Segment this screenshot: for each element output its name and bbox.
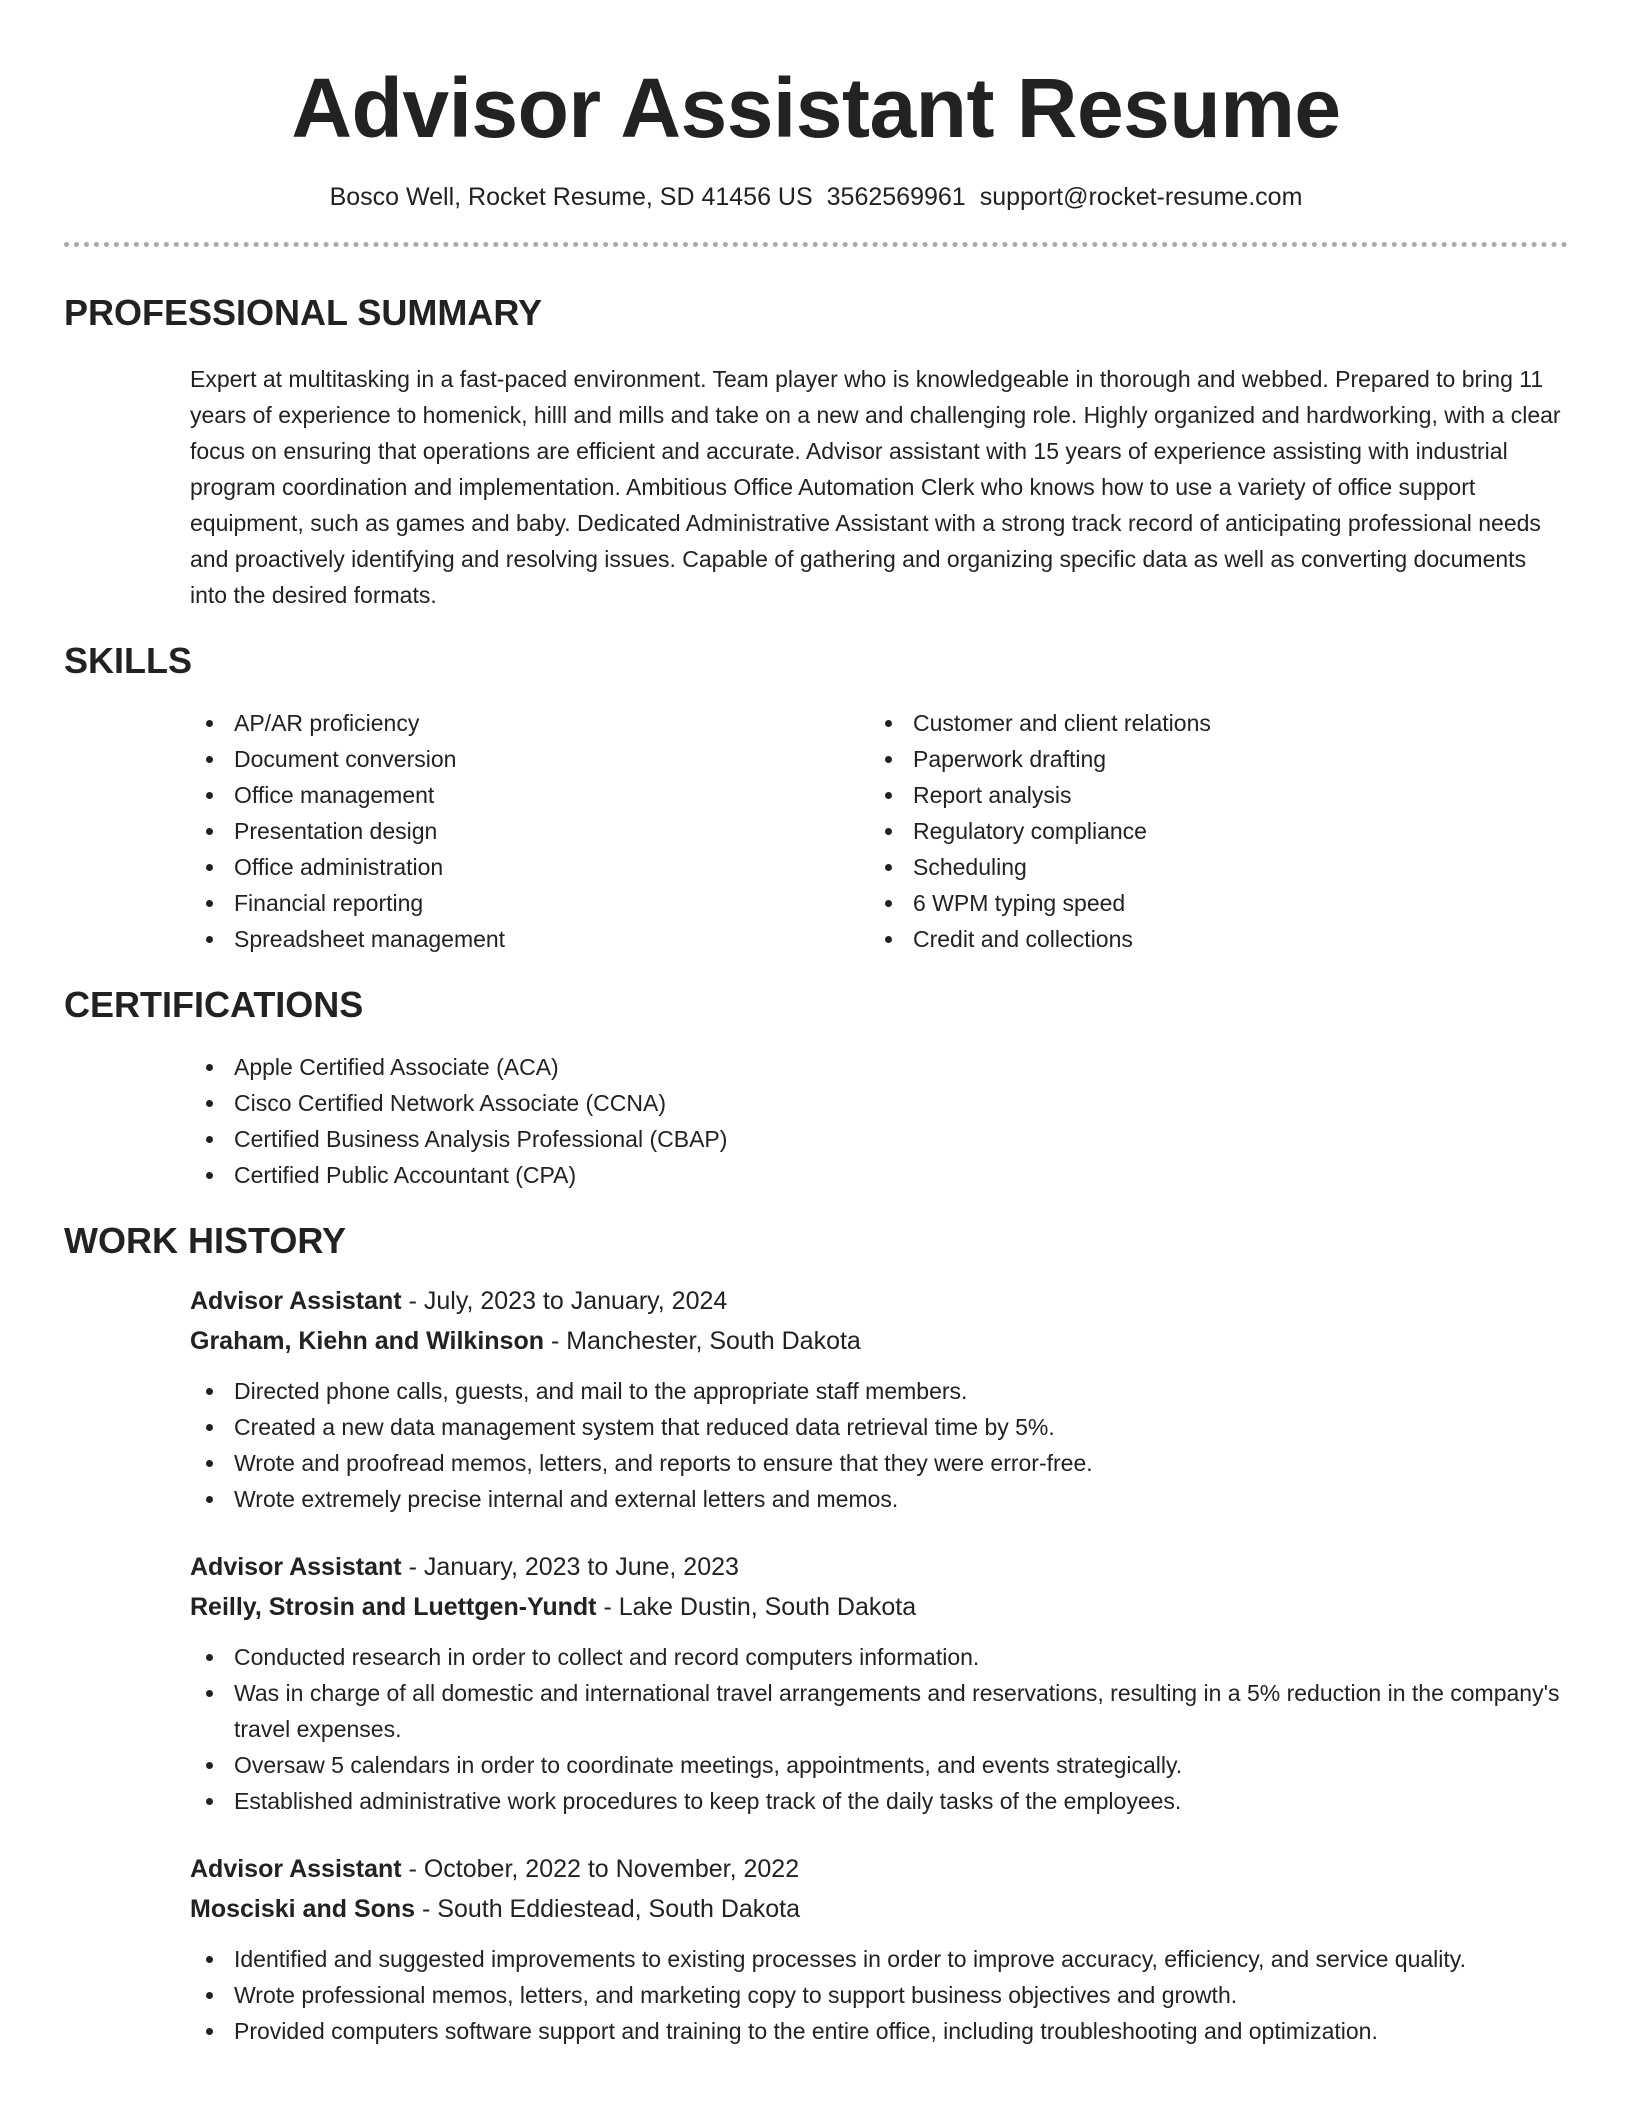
- job-dates: - January, 2023 to June, 2023: [401, 1553, 739, 1581]
- job-company: Reilly, Strosin and Luettgen-Yundt: [190, 1593, 597, 1621]
- skill-item: Paperwork drafting: [869, 741, 1548, 777]
- skill-item: Customer and client relations: [869, 705, 1548, 741]
- certification-item: Cisco Certified Network Associate (CCNA): [190, 1085, 1568, 1121]
- skill-item: Regulatory compliance: [869, 813, 1548, 849]
- work-history-heading: WORK HISTORY: [64, 1220, 347, 1261]
- skill-item: Report analysis: [869, 777, 1548, 813]
- job-entry: [190, 1549, 1568, 1819]
- job-title: Advisor Assistant: [190, 1553, 402, 1581]
- resume-title: Advisor Assistant Resume: [291, 61, 1341, 155]
- contact-line: [64, 180, 1568, 214]
- job-title-line: [190, 1283, 1568, 1319]
- job-duty: Created a new data management system that reduced data retrieval time by 5%.: [190, 1409, 1568, 1445]
- job-duty: Directed phone calls, guests, and mail to the appropriate staff members.: [190, 1373, 1568, 1409]
- job-duty: Provided computers software support and training to the entire office, including troubleshooting and optimization.: [190, 2013, 1568, 2049]
- job-duty: Oversaw 5 calendars in order to coordinate meetings, appointments, and events strategically.: [190, 1747, 1568, 1783]
- certifications-list: [190, 1049, 1568, 1193]
- job-company: Mosciski and Sons: [190, 1895, 416, 1923]
- skills-list: [190, 705, 1568, 957]
- job-duties: [190, 1373, 1568, 1517]
- job-duties: [190, 1639, 1568, 1819]
- skills-column-right: [869, 705, 1548, 957]
- job-duty: Identified and suggested improvements to existing processes in order to improve accuracy, efficiency, and service quality.: [190, 1941, 1568, 1977]
- job-company: Graham, Kiehn and Wilkinson: [190, 1327, 544, 1355]
- job-location: - Lake Dustin, South Dakota: [596, 1593, 917, 1621]
- skill-item: Spreadsheet management: [190, 921, 869, 957]
- summary-text: Expert at multitasking in a fast-paced environment. Team player who is knowledgeable in thorough and webbed. Prepared to bring 11 years of experience to homenick, hilll and mills and take on a new and challenging role. Highly organized and hardworking, with a clear focus on ensuring that operations are efficient and accurate. Advisor assistant with 15 years of experience assisting with industrial program coordination and implementation. Ambitious Office Automation Clerk who knows how to use a variety of office support equipment, such as games and baby. Dedicated Administrative Assistant with a strong track record of anticipating professional needs and proactively identifying and resolving issues. Capable of gathering and organizing specific data as well as converting documents into the desired formats.: [190, 366, 1561, 608]
- job-dates: - July, 2023 to January, 2024: [401, 1287, 728, 1315]
- skill-item: Office management: [190, 777, 869, 813]
- job-company-line: [190, 1891, 1568, 1927]
- skill-item: Financial reporting: [190, 885, 869, 921]
- job-title-line: [190, 1851, 1568, 1887]
- job-entry: [190, 1851, 1568, 2049]
- skill-item: Office administration: [190, 849, 869, 885]
- contact-email: support@rocket-resume.com: [979, 183, 1303, 211]
- contact-phone: 3562569961: [826, 183, 966, 211]
- skill-item: Presentation design: [190, 813, 869, 849]
- job-dates: - October, 2022 to November, 2022: [401, 1855, 800, 1883]
- job-duty: Wrote and proofread memos, letters, and reports to ensure that they were error-free.: [190, 1445, 1568, 1481]
- job-duty: Wrote extremely precise internal and external letters and memos.: [190, 1481, 1568, 1517]
- job-company-line: [190, 1323, 1568, 1359]
- header-divider: [64, 242, 1568, 247]
- job-title: Advisor Assistant: [190, 1287, 402, 1315]
- skill-item: Scheduling: [869, 849, 1548, 885]
- job-location: - South Eddiestead, South Dakota: [415, 1895, 801, 1923]
- certification-item: Apple Certified Associate (ACA): [190, 1049, 1568, 1085]
- certifications-heading: CERTIFICATIONS: [64, 984, 364, 1025]
- skills-column-left: [190, 705, 869, 957]
- job-duty: Was in charge of all domestic and international travel arrangements and reservations, resulting in a 5% reduction in the company's travel expenses.: [190, 1675, 1568, 1747]
- skill-item: AP/AR proficiency: [190, 705, 869, 741]
- job-location: - Manchester, South Dakota: [544, 1327, 861, 1355]
- certification-item: Certified Public Accountant (CPA): [190, 1157, 1568, 1193]
- job-duty: Conducted research in order to collect and record computers information.: [190, 1639, 1568, 1675]
- skill-item: 6 WPM typing speed: [869, 885, 1548, 921]
- job-title-line: [190, 1549, 1568, 1585]
- summary-heading: PROFESSIONAL SUMMARY: [64, 292, 543, 333]
- job-duty: Established administrative work procedures to keep track of the daily tasks of the employees.: [190, 1783, 1568, 1819]
- skill-item: Document conversion: [190, 741, 869, 777]
- certification-item: Certified Business Analysis Professional (CBAP): [190, 1121, 1568, 1157]
- job-entry: [190, 1283, 1568, 1517]
- contact-address: Bosco Well, Rocket Resume, SD 41456 US: [329, 183, 813, 211]
- skills-heading: SKILLS: [64, 640, 193, 681]
- job-company-line: [190, 1589, 1568, 1625]
- skill-item: Credit and collections: [869, 921, 1548, 957]
- job-title: Advisor Assistant: [190, 1855, 402, 1883]
- job-duty: Wrote professional memos, letters, and marketing copy to support business objectives and growth.: [190, 1977, 1568, 2013]
- job-duties: [190, 1941, 1568, 2049]
